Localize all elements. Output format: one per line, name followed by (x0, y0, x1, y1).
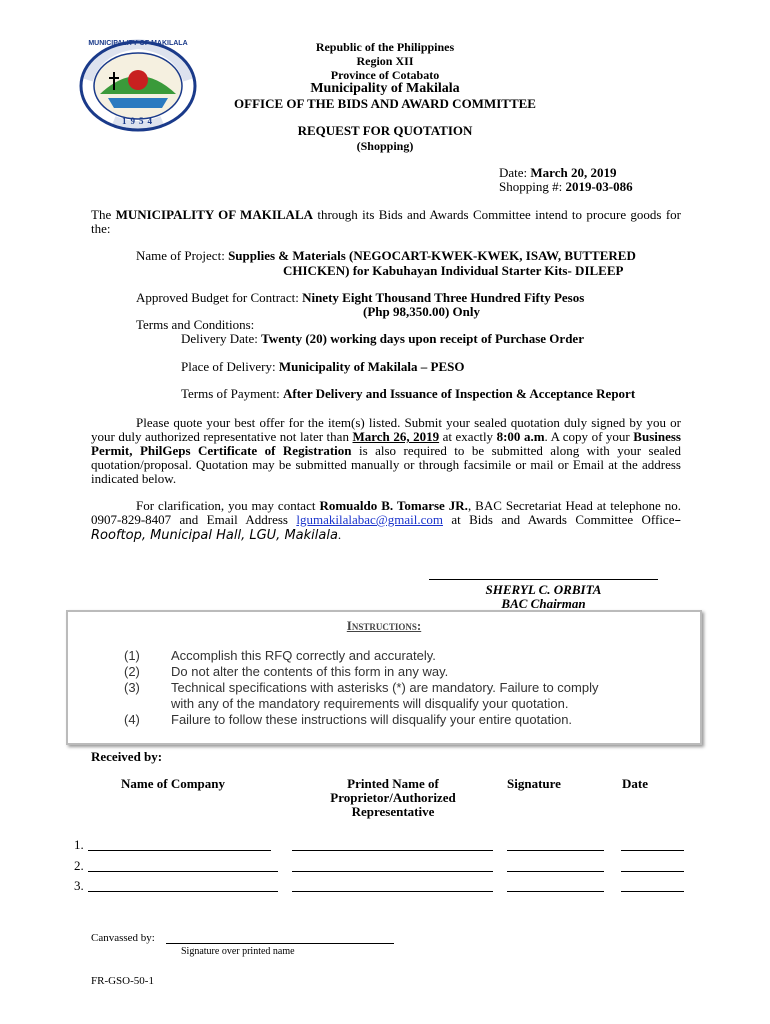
instruction-item-4 (124, 712, 572, 728)
row1-date-field[interactable] (621, 850, 684, 851)
instruction-num: (1) (124, 648, 140, 663)
quote-p4: is also required to be submitted along with your sealed quotation/proposal. Quotation may be submitted manually or through facsimile or mail or Email at the address indicated below. (91, 443, 681, 486)
instruction-text: Failure to follow these instructions will disqualify your entire quotation. (171, 712, 573, 727)
project-name-2: CHICKEN) for Kabuhayan Individual Starter Kits- DILEEP (283, 263, 624, 278)
col-printed-l3: Representative (351, 804, 435, 819)
project-name-1: Supplies & Materials (NEGOCART-KWEK-KWEK, ISAW, BUTTERED (228, 248, 636, 263)
row2-signature-field[interactable] (507, 871, 604, 872)
seal-year: 1954 (122, 116, 156, 126)
contact-email-link[interactable]: lgumakilalabac@gmail.com (296, 512, 443, 527)
col-date: Date (622, 776, 648, 791)
quote-time: 8:00 a.m (496, 429, 545, 444)
row3-signature-field[interactable] (507, 891, 604, 892)
terms-heading: Terms and Conditions: (136, 317, 255, 332)
header-region: Region XII (356, 54, 414, 68)
doc-subtitle: (Shopping) (356, 139, 414, 153)
received-label: Received by: (91, 749, 163, 764)
seal-text: MUNICIPALITY OF MAKILALA (88, 40, 188, 47)
canvassed-caption: Signature over printed name (181, 946, 295, 957)
intro-paragraph (91, 208, 681, 236)
instruction-num: (3) (124, 680, 140, 695)
quote-deadline: March 26, 2019 (352, 429, 440, 444)
budget-words: Ninety Eight Thousand Three Hundred Fifty Pesos (302, 290, 585, 305)
shopping-value: 2019-03-086 (565, 179, 633, 194)
row-number: 1. (74, 837, 84, 852)
row2-company-field[interactable] (88, 871, 278, 872)
payment-line (181, 387, 635, 401)
instructions-title: Instructions: (346, 618, 422, 633)
row3-printed-name-field[interactable] (292, 891, 493, 892)
contact-p3: at Bids and Awards Committee Office (442, 512, 675, 527)
contact-p1: For clarification, you may contact (136, 498, 320, 513)
shopping-line (499, 180, 633, 194)
row-number: 2. (74, 858, 84, 873)
instruction-text: Do not alter the contents of this form in any way. (171, 664, 449, 679)
date-label: Date: (499, 165, 531, 180)
contact-p2: , BAC Secretariat Head at telephone no. 0907-829-8407 and Email Address (91, 498, 681, 527)
chairman-title: BAC Chairman (501, 596, 586, 611)
instruction-num: (2) (124, 664, 140, 679)
project-label: Name of Project: (136, 248, 229, 263)
delivery-label: Delivery Date: (181, 331, 262, 346)
quote-p2: at exactly (439, 429, 497, 444)
place-line (181, 360, 464, 374)
chairman-name: SHERYL C. ORBITA (485, 582, 602, 597)
col-printed-l1: Printed Name of (347, 776, 439, 791)
row3-date-field[interactable] (621, 891, 684, 892)
quote-docs: Business Permit, PhilGeps Certificate of Registration (91, 429, 681, 458)
row3-company-field[interactable] (88, 891, 278, 892)
quote-p3: . A copy of your (544, 429, 634, 444)
form-code: FR-GSO-50-1 (91, 975, 154, 987)
col-signature: Signature (507, 776, 561, 791)
intro-post: through its Bids and Awards Committee intend to procure goods for the: (91, 207, 681, 236)
place-label: Place of Delivery: (181, 359, 279, 374)
row2-printed-name-field[interactable] (292, 871, 493, 872)
contact-paragraph (91, 499, 681, 543)
instruction-item-1 (124, 648, 436, 664)
contact-name: Romualdo B. Tomarse JR. (319, 498, 468, 513)
col-company: Name of Company (121, 776, 225, 791)
instruction-text: Technical specifications with asterisks (*) are mandatory. Failure to comply (171, 680, 599, 695)
instruction-text: with any of the mandatory requirements will disqualify your quotation. (171, 696, 569, 711)
instruction-item-2 (124, 664, 448, 680)
contact-office: – Rooftop, Municipal Hall, LGU, Makilala (91, 513, 681, 543)
delivery-value: Twenty (20) working days upon receipt of Purchase Order (261, 331, 584, 346)
delivery-date-line (181, 332, 584, 346)
date-line (499, 166, 616, 180)
instruction-item-3-cont (124, 696, 568, 712)
instruction-item-3 (124, 680, 598, 696)
intro-pre: The (91, 207, 116, 222)
intro-name: MUNICIPALITY OF MAKILALA (115, 207, 314, 222)
place-value: Municipality of Makilala – PESO (278, 359, 465, 374)
header-republic: Republic of the Philippines (315, 40, 455, 54)
row2-date-field[interactable] (621, 871, 684, 872)
contact-p4: . (337, 527, 342, 542)
project-line1 (136, 249, 636, 263)
row-number: 3. (74, 878, 84, 893)
shopping-label: Shopping #: (499, 179, 566, 194)
date-value: March 20, 2019 (530, 165, 617, 180)
chairman-signature-line (429, 579, 658, 580)
canvassed-label: Canvassed by: (91, 932, 155, 944)
header-office: OFFICE OF THE BIDS AND AWARD COMMITTEE (234, 96, 536, 111)
col-printed-l2: Proprietor/Authorized (330, 790, 456, 805)
row1-company-field[interactable] (88, 850, 271, 851)
canvassed-signature-field[interactable] (166, 943, 394, 944)
budget-line1 (136, 291, 584, 305)
row1-printed-name-field[interactable] (292, 850, 493, 851)
doc-title: REQUEST FOR QUOTATION (297, 123, 473, 138)
row1-signature-field[interactable] (507, 850, 604, 851)
budget-label: Approved Budget for Contract: (136, 290, 303, 305)
quote-p1: Please quote your best offer for the item(s) listed. Submit your sealed quotation duly signed by you or your duly authorized representative not later than (91, 415, 681, 444)
budget-amount: (Php 98,350.00) Only (363, 304, 481, 319)
instruction-num: (4) (124, 712, 140, 727)
col-printed-name (295, 777, 491, 819)
header-province: Province of Cotabato (330, 68, 440, 82)
quote-paragraph (91, 416, 681, 486)
instruction-text: Accomplish this RFQ correctly and accurately. (171, 648, 436, 663)
header-municipality: Municipality of Makilala (310, 81, 460, 96)
payment-value: After Delivery and Issuance of Inspection & Acceptance Report (283, 386, 636, 401)
payment-label: Terms of Payment: (181, 386, 283, 401)
